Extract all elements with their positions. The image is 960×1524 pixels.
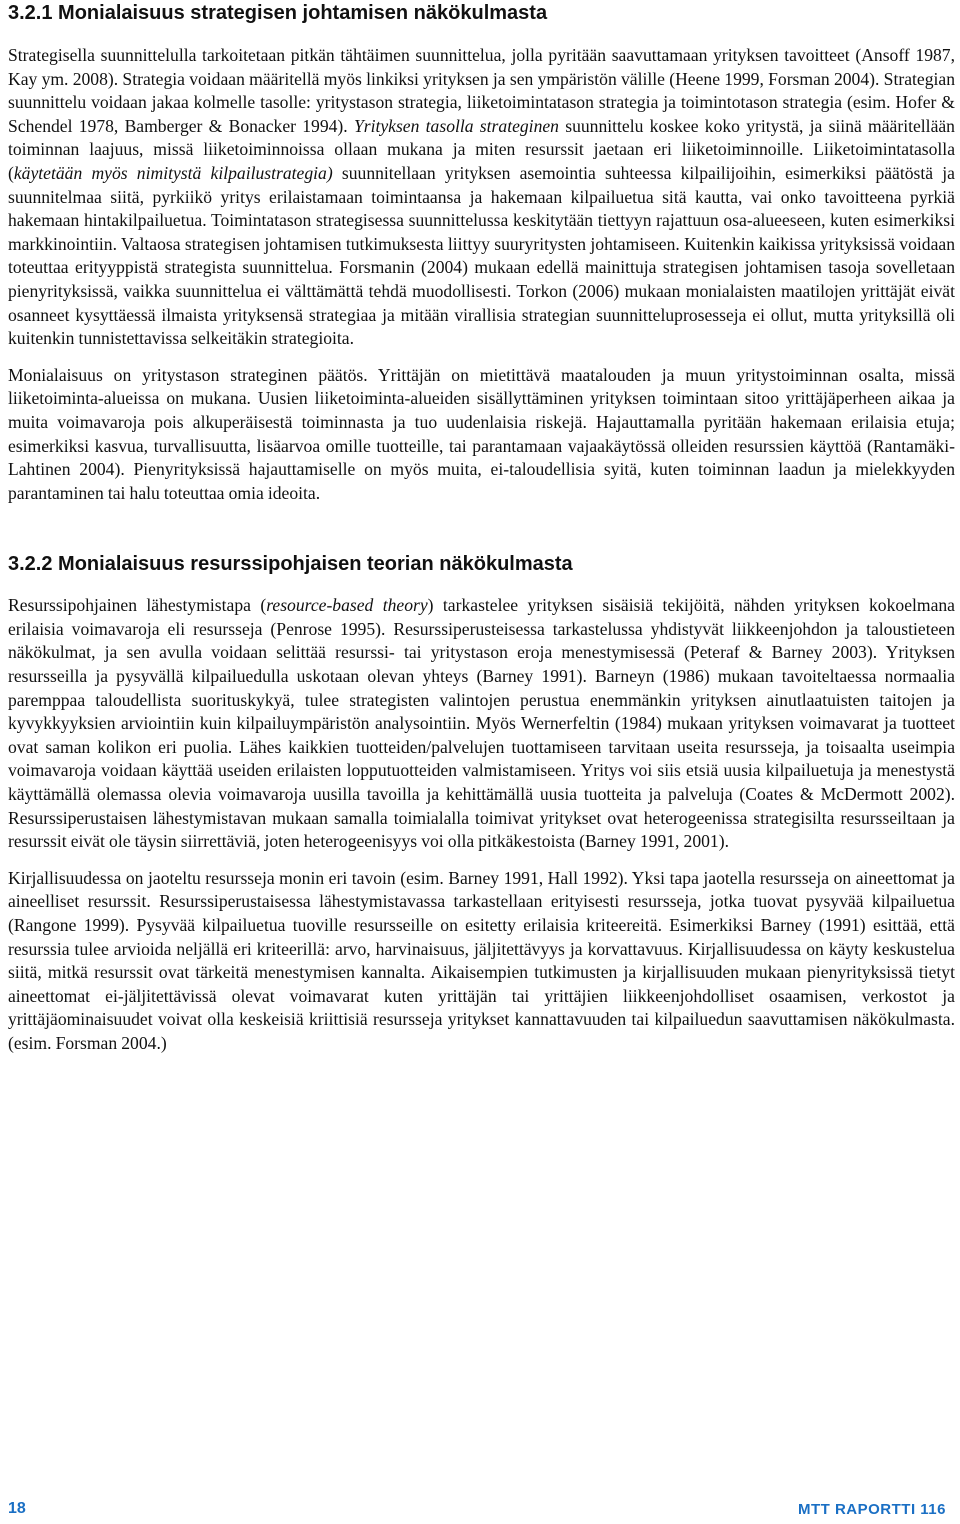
text-run: suunnitellaan yrityksen asemointia suhteessa kilpailijoihin, esimerkiksi päätöstä ja suunnitelmaa siitä, pyrkiikö yritys erilaistamaan toimintaansa ja hakemaan kilpailuetua sitä kautta, vai onko tavoitteena pyrkiä hakemaan hintakilpailuetua. Toimintatason strategisessa suunnittelussa keskitytään tiettyyn rajattuun osa-alueeseen, kuten esimerkiksi markkinointiin. Valtaosa strategisen johtamisen tutkimuksesta liittyy suuryritysten johtamiseen. Kuitenkin kaikissa yrityksissä voidaan toteuttaa erityyppistä strategista suunnittelua. Forsmanin (2004) mukaan edellä mainittuja strategisen johtamisen tasoja sovelletaan pienyrityksissä, vaikka suunnittelua ei välttämättä tehdä muodollisesti. Torkon (2006) mukaan monialaisten maatilojen yrittäjät eivät osanneet kysyttäessä ilmaista yrityksensä strategiaa ja mitään virallisia strategian suunnitteluprosesseja ei ollut, mutta yrityksillä oli kuitenkin tunnistettavissa selkeitäkin strategioita. — [8, 162, 955, 349]
document-page — [8, 0, 955, 1069]
text-run: Strategisella suunnittelulla tarkoitetaan pitkän tähtäimen suunnittelua, jolla pyritään saavuttamaan yrityksen tavoitteet (Ansoff 1987, Kay ym. 2008). Strategia voidaan määritellä myös linkiksi yrityksen ja sen ympäristön välille (Heene 1999, Forsman 2004). Strategian suunnittelu voidaan jakaa kolmelle tasolle: yritystason strategia, liiketoimintatason strategia ja toimintotason strategia (esim. Hofer & Schendel 1978, Bamberger & Bonacker 1994). — [8, 45, 955, 136]
text-run: Monialaisuus on yritystason strateginen päätös. Yrittäjän on mietittävä maatalouden ja muun yritystoiminnan osalta, missä liiketoiminta-alueissa on mukana. Uusien liiketoiminta-alueiden sisällyttäminen yrityksen toimintaan sitoo yrittäjäperheen aikaa ja muita voimavaroja pois alkuperäisestä toiminnasta ja tuo uudenlaisia riskejä. Hajauttamalla pyritään hakemaan erilaisia etuja; esimerkiksi kasvua, turvallisuutta, lisäarvoa omille tuotteille, tai parantamaan vajaakäytössä olleiden resurssien käyttöä (Rantamäki-Lahtinen 2004). Pienyrityksissä hajauttamiselle on myös muita, ei-taloudellisia syitä, kuten toiminnan laadun ja mielekkyyden parantaminen tai halu toteuttaa omia ideoita. — [8, 364, 955, 503]
section-body — [8, 594, 955, 1055]
report-name: MTT RAPORTTI 116 — [797, 1501, 946, 1518]
text-run: suunnittelu koskee koko yritystä, ja siinä määritellään toiminnan laajuus, missä liiketoiminnoissa ollaan mukana ja miten resurssit jaetaan eri liiketoiminnoille. Liiketoimintatasolla ( — [8, 115, 955, 183]
body-paragraph — [8, 44, 955, 351]
text-run: Resurssipohjainen lähestymistapa ( — [8, 595, 267, 616]
body-paragraph — [8, 594, 955, 854]
italic-text-run: resource-based theory — [266, 595, 428, 616]
page-footer — [8, 1500, 946, 1524]
section-heading: 3.2.2 Monialaisuus resurssipohjaisen teorian näkökulmasta — [8, 553, 573, 576]
page-number: 18 — [8, 1500, 26, 1517]
italic-text-run: Yrityksen tasolla strateginen — [353, 115, 559, 136]
section-heading: 3.2.1 Monialaisuus strategisen johtamisen näkökulmasta — [8, 2, 548, 24]
section-body — [8, 44, 955, 505]
body-paragraph — [8, 867, 955, 1056]
body-paragraph — [8, 364, 955, 506]
text-run: Kirjallisuudessa on jaoteltu resursseja monin eri tavoin (esim. Barney 1991, Hall 1992). Yksi tapa jaotella resursseja on aineettomat ja aineelliset resurssit. Resurssiperustaisessa lähestymistavassa tarkastellaan erityisesti resursseja, jotka tuovat pysyvää kilpailuetua (Rangone 1999). Pysyvää kilpailuetua tuoville resursseille on esitetty erilaisia kriteereitä. Esimerkiksi Barney (1991) esittää, että resurssia tulee arvioida neljällä eri kriteerillä: arvo, harvinaisuus, jäljitettävyys ja korvattavuus. Kirjallisuudessa on käyty keskustelua siitä, mitkä resurssit ovat tärkeitä menestymisen kannalta. Aikaisempien tutkimusten ja kirjallisuuden mukaan pienyrityksissä tietyt aineettomat ei-jäljitettävissä olevat voimavarat kuten yrittäjän tai yrittäjien liikkeenjohdolliset osaamisen, verkostot ja yrittäjäominaisuudet voivat olla keskeisiä kriittisiä resursseja yritykset kannattavuuden tai kilpailuedun saavuttamisen näkökulmasta. (esim. Forsman 2004.) — [8, 867, 955, 1053]
text-run: ) tarkastelee yrityksen sisäisiä tekijöitä, nähden yrityksen kokoelmana erilaisia voimavaroja eli resursseja (Penrose 1995). Resurssiperusteisessa tarkastelussa yhdistyvät liikkeenjohdon ja taloustieteen näkökulmat, ja sen avulla voidaan selittää resurssi- tai yritystason eroja menestymisessä (Peteraf & Barney 2003). Yrityksen resursseilla ja pysyvällä kilpailuedulla uskotaan olevan yhteys (Barney 1991). Barneyn (1986) mukaan tavoiteltaessa normaalia paremppaa taloudellista suorituskykyä, tulee strategisten valintojen perustua enemmänkin yrityksen ainutlaatuisten taitojen ja kyvykkyyksien arviointiin kuin kilpailuympäristön analysointiin. Myös Wernerfeltin (1984) mukaan yrityksen voimavarat ja tuotteet ovat saman kolikon eri puolia. Lähes kaikkien tuotteiden/palvelujen tuottamiseen tarvitaan useita resursseja, ja toisaalta useimpia voimavaroja voidaan käyttää useiden erilaisten lopputuotteiden valmistamiseen. Yritys voi siis etsiä uusia kilpailuetuja ja menestystä käyttämällä olemassa olevia voimavaroja uusilla tavoilla ja kehittämällä uusia tuotteita ja palveluja (Coates & McDermott 2002). Resurssiperustaisen lähestymistavan mukaan samalla toimialalla toimivat yritykset ovat heterogeenissa strategisilta resursseiltaan ja resurssit eivät ole täysin siirrettäviä, joten heterogeenisyys voi olla pitkäkestoista (Barney 1991, 2001). — [8, 595, 955, 852]
italic-text-run: käytetään myös nimitystä kilpailustrategia) — [13, 162, 333, 183]
